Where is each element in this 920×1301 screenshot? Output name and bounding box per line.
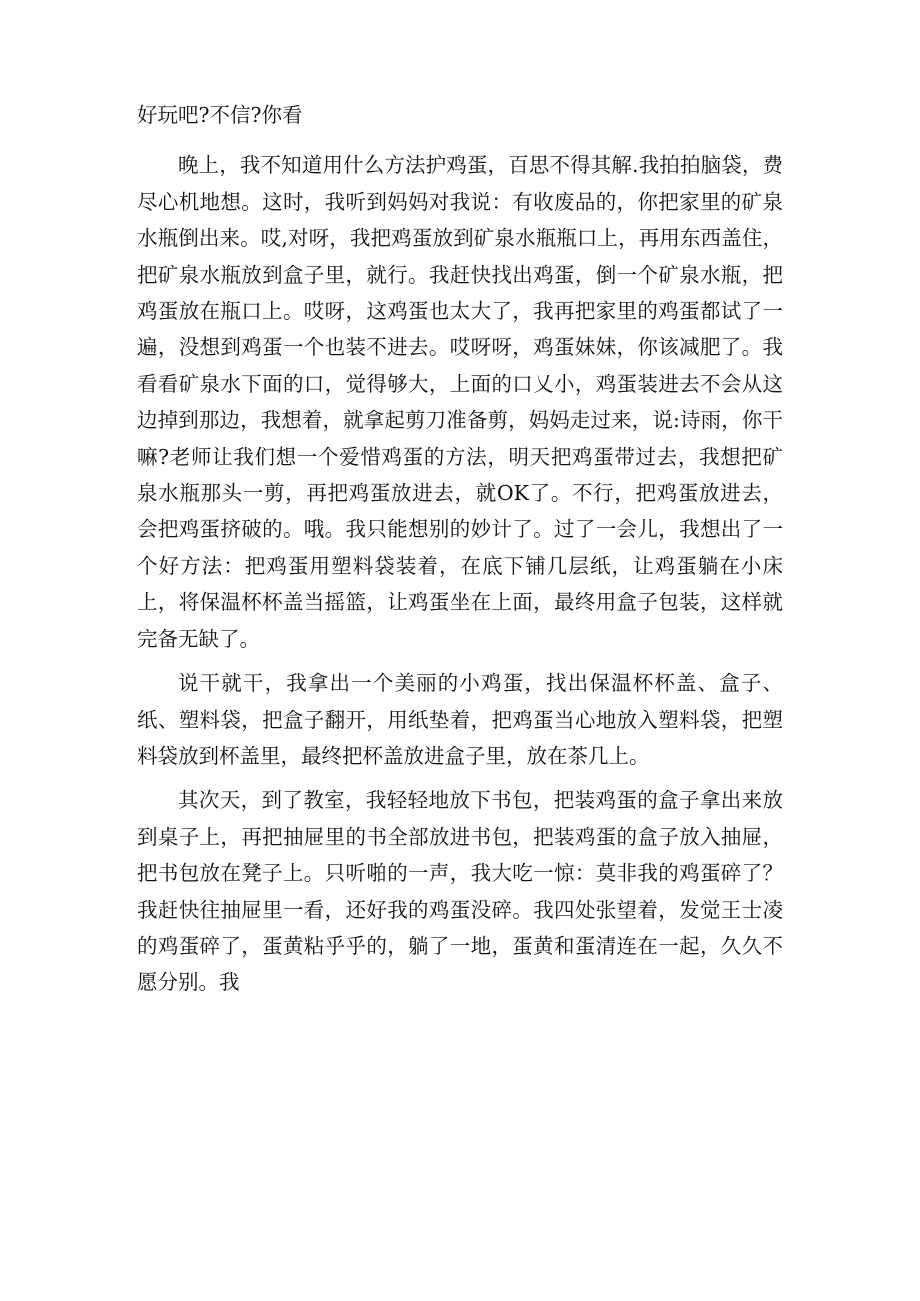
paragraph-next-day: 其次天，到了教室，我轻轻地放下书包，把装鸡蛋的盒子拿出来放到桌子上，再把抽屉里的书全部放进书包，把装鸡蛋的盒子放入抽屉，把书包放在凳子上。只听啪的一声，我大吃一惊：莫非我的鸡蛋碎了？我赶快往抽屉里一看，还好我的鸡蛋没碎。我四处张望着，发觉王士凌的鸡蛋碎了，蛋黄粘乎乎的，躺了一地，蛋黄和蛋清连在一起，久久不愿分别。我 (137, 788, 783, 995)
paragraph-evening: 晚上，我不知道用什么方法护鸡蛋，百思不得其解.我拍拍脑袋，费尽心机地想。这时，我听到妈妈对我说：有收废品的，你把家里的矿泉水瓶倒出来。哎,对呀，我把鸡蛋放到矿泉水瓶瓶口上，再用东西盖住，把矿泉水瓶放到盒子里，就行。我赶快找出鸡蛋，倒一个矿泉水瓶，把鸡蛋放在瓶口上。哎呀，这鸡蛋也太大了，我再把家里的鸡蛋都试了一遍，没想到鸡蛋一个也装不进去。哎呀呀，鸡蛋妹妹，你该减肥了。我看看矿泉水下面的口，觉得够大，上面的口乂小，鸡蛋装进去不会从这边掉到那边，我想着，就拿起剪刀准备剪，妈妈走过来，说:诗雨，你干嘛?老师让我们想一个爱惜鸡蛋的方法，明天把鸡蛋带过去，我想把矿泉水瓶那头一剪，再把鸡蛋放进去，就OK了。不行，把鸡蛋放进去，会把鸡蛋挤破的。哦。我只能想别的妙计了。过了一会儿，我想出了一个好方法：把鸡蛋用塑料袋装着，在底下铺几层纸，让鸡蛋躺在小床上，将保温杯杯盖当摇篮，让鸡蛋坐在上面，最终用盒子包装，这样就完备无缺了。 (137, 153, 783, 651)
paragraph-packing: 说干就干，我拿出一个美丽的小鸡蛋，找出保温杯杯盖、盒子、纸、塑料袋，把盒子翻开，用纸垫着，把鸡蛋当心地放入塑料袋，把塑料袋放到杯盖里，最终把杯盖放进盒子里，放在茶几上。 (137, 671, 783, 768)
document-body (137, 97, 783, 1009)
opening-line: 好玩吧?不信?你看 (137, 103, 303, 127)
